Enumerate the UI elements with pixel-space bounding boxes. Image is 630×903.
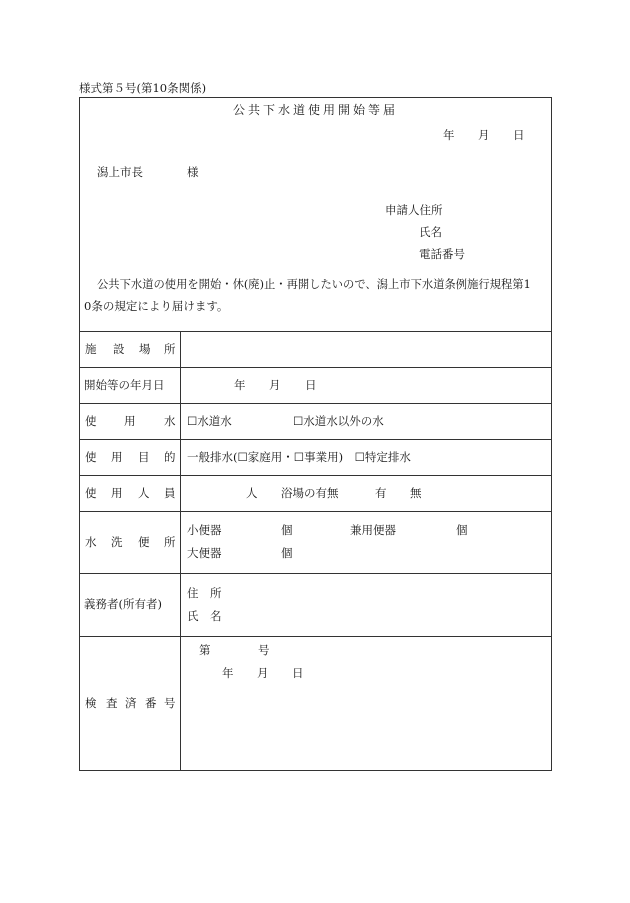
applicant-address-label: 申請人住所	[385, 203, 443, 217]
form-number: 様式第５号(第10条関係)	[79, 81, 207, 95]
declaration-text-line1: 公共下水道の使用を開始・休(廃)止・再開したいので、潟上市下水道条例施行規程第1	[97, 278, 531, 291]
closet-label: 大便器	[187, 546, 222, 560]
inspection-label-4: 番	[145, 696, 157, 710]
bath-yes: 有	[375, 486, 387, 500]
users-label-2: 用	[111, 486, 123, 500]
start-date-label: 開始等の年月日	[84, 378, 165, 392]
inspection-label-3: 済	[125, 696, 137, 710]
date-day: 日	[513, 128, 525, 142]
purpose-label-1: 使	[85, 450, 97, 464]
start-date-year: 年	[234, 378, 246, 392]
addressee-honorific: 様	[187, 165, 199, 179]
toilet-label-1: 水	[85, 535, 97, 549]
water-label-1: 使	[85, 414, 97, 428]
inspection-label-2: 査	[106, 696, 118, 710]
urinal-label: 小便器	[187, 523, 222, 537]
facility-location-label-2: 設	[113, 342, 125, 356]
declaration-text-line2: 0条の規定により届けます。	[84, 299, 229, 313]
form-title: 公共下水道使用開始等届	[232, 103, 398, 117]
inspection-no-suffix: 号	[258, 643, 270, 657]
bath-label: 浴場の有無	[281, 486, 339, 500]
row-divider	[79, 475, 552, 476]
water-option-tap: ☐水道水	[187, 414, 232, 428]
users-label-1: 使	[85, 486, 97, 500]
users-label-4: 員	[164, 486, 176, 500]
toilet-label-2: 洗	[111, 535, 123, 549]
facility-location-label-4: 所	[164, 342, 176, 356]
water-label-3: 水	[164, 414, 176, 428]
row-divider	[79, 511, 552, 512]
inspection-year: 年	[222, 666, 234, 680]
row-divider	[79, 331, 552, 332]
start-date-month: 月	[269, 378, 281, 392]
shared-toilet-unit: 個	[456, 523, 468, 537]
inspection-label-5: 号	[164, 696, 176, 710]
urinal-unit: 個	[281, 523, 293, 537]
inspection-month: 月	[257, 666, 269, 680]
obligor-label: 義務者(所有者)	[84, 597, 162, 611]
users-label-3: 人	[138, 486, 150, 500]
inspection-label-1: 検	[85, 696, 97, 710]
facility-location-label-1: 施	[85, 342, 97, 356]
date-month: 月	[478, 128, 490, 142]
start-date-day: 日	[305, 378, 317, 392]
date-year: 年	[443, 128, 455, 142]
purpose-value: 一般排水(☐家庭用・☐事業用) ☐特定排水	[187, 450, 411, 464]
inspection-no-prefix: 第	[199, 643, 211, 657]
obligor-name-label-2: 名	[210, 609, 222, 623]
bath-no: 無	[410, 486, 422, 500]
addressee-mayor: 潟上市長	[97, 165, 143, 179]
obligor-name-label-1: 氏	[187, 609, 199, 623]
applicant-phone-label: 電話番号	[419, 247, 465, 261]
toilet-label-4: 所	[164, 535, 176, 549]
row-divider	[79, 403, 552, 404]
obligor-address-label-1: 住	[187, 586, 199, 600]
closet-unit: 個	[281, 546, 293, 560]
row-divider	[79, 367, 552, 368]
purpose-label-4: 的	[164, 450, 176, 464]
form-table	[79, 97, 552, 771]
row-divider	[79, 636, 552, 637]
obligor-address-label-2: 所	[210, 586, 222, 600]
purpose-label-2: 用	[111, 450, 123, 464]
toilet-label-3: 便	[138, 535, 150, 549]
applicant-name-label: 氏名	[419, 225, 442, 239]
shared-toilet-label: 兼用便器	[350, 523, 396, 537]
water-option-other: ☐水道水以外の水	[293, 414, 384, 428]
column-divider	[180, 331, 181, 771]
row-divider	[79, 573, 552, 574]
users-unit: 人	[246, 486, 258, 500]
facility-location-label-3: 場	[139, 342, 151, 356]
purpose-label-3: 目	[138, 450, 150, 464]
row-divider	[79, 439, 552, 440]
water-label-2: 用	[124, 414, 136, 428]
inspection-day: 日	[292, 666, 304, 680]
